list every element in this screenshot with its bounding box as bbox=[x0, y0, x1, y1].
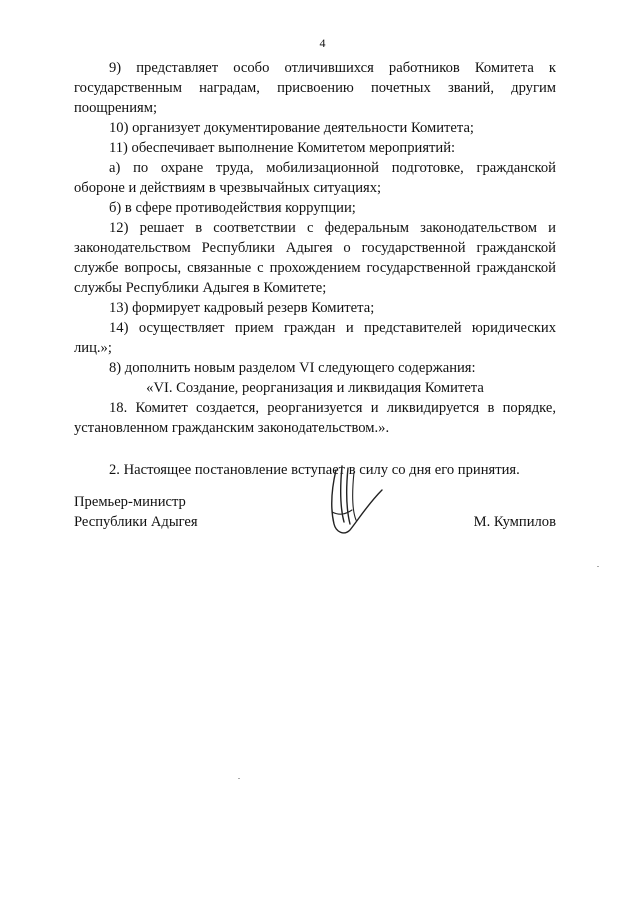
signature-block bbox=[74, 492, 556, 552]
paragraph-item-14: 14) осуществляет прием граждан и представителей юридических лиц.»; bbox=[74, 320, 556, 356]
document-body bbox=[74, 58, 556, 480]
spacer bbox=[74, 438, 556, 460]
signatory-title-line1: Премьер-министр bbox=[74, 494, 186, 510]
handwritten-signature bbox=[324, 462, 394, 542]
paragraph-subitem-b: б) в сфере противодействия коррупции; bbox=[109, 200, 356, 216]
paragraph-item-9: 9) представляет особо отличившихся работников Комитета к государственным наградам, присвоению почетных званий, другим поощрениям; bbox=[74, 60, 556, 116]
signatory-name: М. Кумпилов bbox=[473, 514, 556, 530]
page-number: 4 bbox=[319, 36, 326, 50]
paragraph-amendment-8: 8) дополнить новым разделом VI следующего содержания: bbox=[109, 360, 476, 376]
paragraph-item-18: 18. Комитет создается, реорганизуется и ликвидируется в порядке, установленном гражданским законодательством.». bbox=[74, 400, 556, 436]
scan-speck bbox=[238, 778, 240, 779]
paragraph-item-12: 12) решает в соответствии с федеральным законодательством и законодательством Республики Адыгея о государственной гражданской службе вопросы, связанные с прохождением государственной гражданской службы Республики Адыгея в Комитете; bbox=[74, 220, 556, 296]
section-heading: «VI. Создание, реорганизация и ликвидация Комитета bbox=[146, 380, 484, 396]
paragraph-effective: 2. Настоящее постановление вступает в силу со дня его принятия. bbox=[109, 462, 520, 478]
paragraph-item-10: 10) организует документирование деятельности Комитета; bbox=[109, 120, 474, 136]
paragraph-subitem-a: а) по охране труда, мобилизационной подготовке, гражданской обороне и действиям в чрезвычайных ситуациях; bbox=[74, 160, 556, 196]
paragraph-item-13: 13) формирует кадровый резерв Комитета; bbox=[109, 300, 375, 316]
signatory-title bbox=[74, 492, 198, 532]
paragraph-item-11: 11) обеспечивает выполнение Комитетом мероприятий: bbox=[109, 140, 456, 156]
signatory-title-line2: Республики Адыгея bbox=[74, 514, 198, 530]
scan-speck bbox=[597, 566, 599, 567]
